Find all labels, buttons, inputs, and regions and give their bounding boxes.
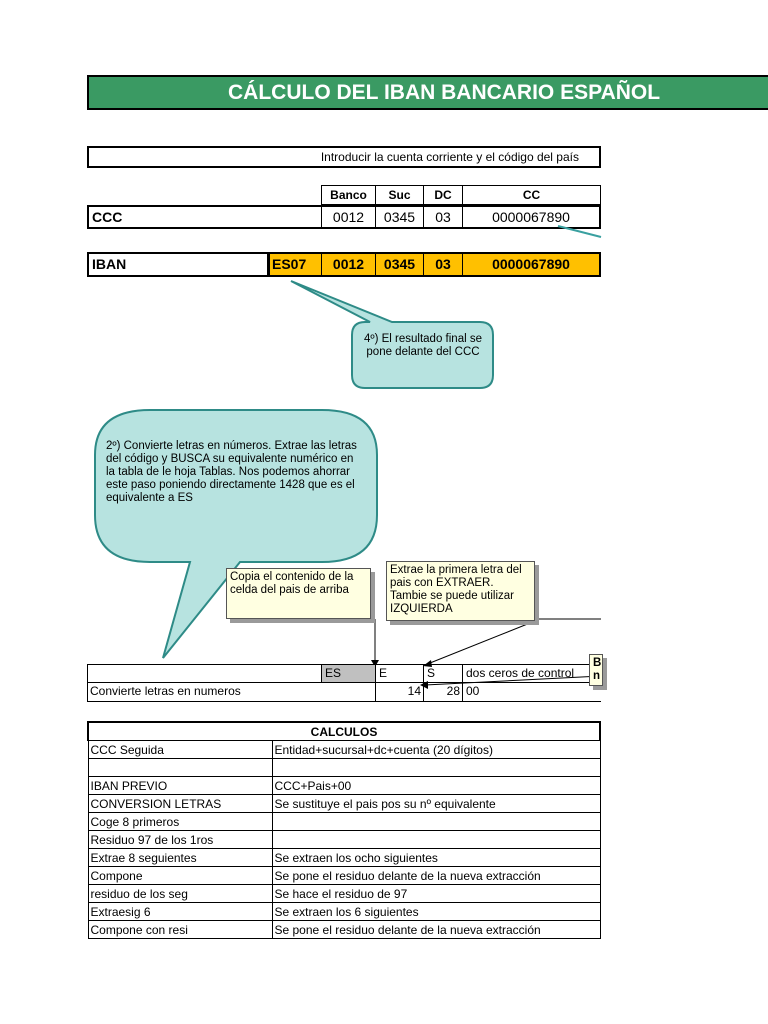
iban-country-code: ES07 [269, 252, 321, 277]
iban-suc: 0345 [375, 252, 423, 277]
ccc-suc-input[interactable]: 0345 [375, 205, 423, 229]
header-banco: Banco [321, 185, 375, 205]
calc-label [88, 759, 272, 777]
calc-desc [272, 759, 600, 777]
calc-desc: Se extraen los 6 siguientes [272, 903, 600, 921]
convert-callout-text: 2º) Convierte letras en números. Extrae las letras del código y BUSCA su equivalente numérico en la tabla de le hoja Tablas. Nos podemos ahorrar este paso poniendo directamente 1428 que es el equivalente a ES [106, 440, 357, 504]
calc-label: Residuo 97 de los 1ros [88, 831, 272, 849]
calc-label: Compone [88, 867, 272, 885]
calc-label: CCC Seguida [88, 741, 272, 759]
table-row [88, 921, 600, 939]
calc-desc: CCC+Pais+00 [272, 777, 600, 795]
conv-country: ES [321, 664, 375, 683]
iban-cc: 0000067890 [462, 252, 601, 277]
result-callout-text: 4º) El resultado final se pone delante del CCC [364, 333, 482, 358]
calc-label: IBAN PREVIO [88, 777, 272, 795]
partial-note: B n [589, 654, 603, 686]
table-row [88, 813, 600, 831]
extract-arrow [425, 621, 535, 665]
calc-desc: Se pone el residuo delante de la nueva extracción [272, 867, 600, 885]
table-row [88, 885, 600, 903]
conv-letter-2: S [423, 664, 462, 683]
conv-row-label: Convierte letras en numeros [87, 683, 375, 702]
iban-label: IBAN [87, 252, 269, 277]
calc-desc: Se pone el residuo delante de la nueva extracción [272, 921, 600, 939]
conv-zeros: 00 [462, 683, 601, 702]
extract-note: Extrae la primera letra del pais con EXTRAER. Tambie se puede utilizar IZQUIERDA [386, 561, 535, 621]
table-row [88, 777, 600, 795]
calc-desc: Entidad+sucursal+dc+cuenta (20 dígitos) [272, 741, 600, 759]
table-row [88, 903, 600, 921]
header-cc: CC [462, 185, 601, 205]
cc-connector-line [558, 226, 601, 237]
header-dc: DC [423, 185, 462, 205]
iban-dc: 03 [423, 252, 462, 277]
calc-desc: Se hace el residuo de 97 [272, 885, 600, 903]
calc-desc: Se extraen los ocho siguientes [272, 849, 600, 867]
conv-letter-1: E [375, 664, 423, 683]
conv-num-1: 14 [375, 683, 423, 702]
calc-label: Extraesig 6 [88, 903, 272, 921]
header-suc: Suc [375, 185, 423, 205]
calc-desc [272, 813, 600, 831]
calc-label: Extrae 8 seguientes [88, 849, 272, 867]
page-title: CÁLCULO DEL IBAN BANCARIO ESPAÑOL [87, 75, 768, 110]
table-row [88, 741, 600, 759]
conv-num-2: 28 [423, 683, 462, 702]
ccc-banco-input[interactable]: 0012 [321, 205, 375, 229]
ccc-dc-input[interactable]: 03 [423, 205, 462, 229]
calculos-header: CALCULOS [88, 722, 600, 741]
table-row [88, 867, 600, 885]
calc-label: residuo de los seg [88, 885, 272, 903]
instruction-row: Introducir la cuenta corriente y el código del país [87, 146, 601, 168]
calc-label: CONVERSION LETRAS [88, 795, 272, 813]
table-row [88, 759, 600, 777]
calc-label: Compone con resi [88, 921, 272, 939]
calc-label: Coge 8 primeros [88, 813, 272, 831]
table-row [88, 849, 600, 867]
copy-note: Copia el contenido de la celda del pais de arriba [226, 568, 371, 619]
table-row [88, 795, 600, 813]
ccc-label: CCC [87, 205, 321, 229]
calc-desc [272, 831, 600, 849]
conv-control-label: dos ceros de control [462, 664, 589, 683]
calculos-table [87, 721, 601, 939]
calc-desc: Se sustituye el pais pos su nº equivalente [272, 795, 600, 813]
conv-empty-cell [87, 664, 321, 683]
ccc-cc-input[interactable]: 0000067890 [462, 205, 601, 229]
iban-banco: 0012 [321, 252, 375, 277]
table-row [88, 831, 600, 849]
